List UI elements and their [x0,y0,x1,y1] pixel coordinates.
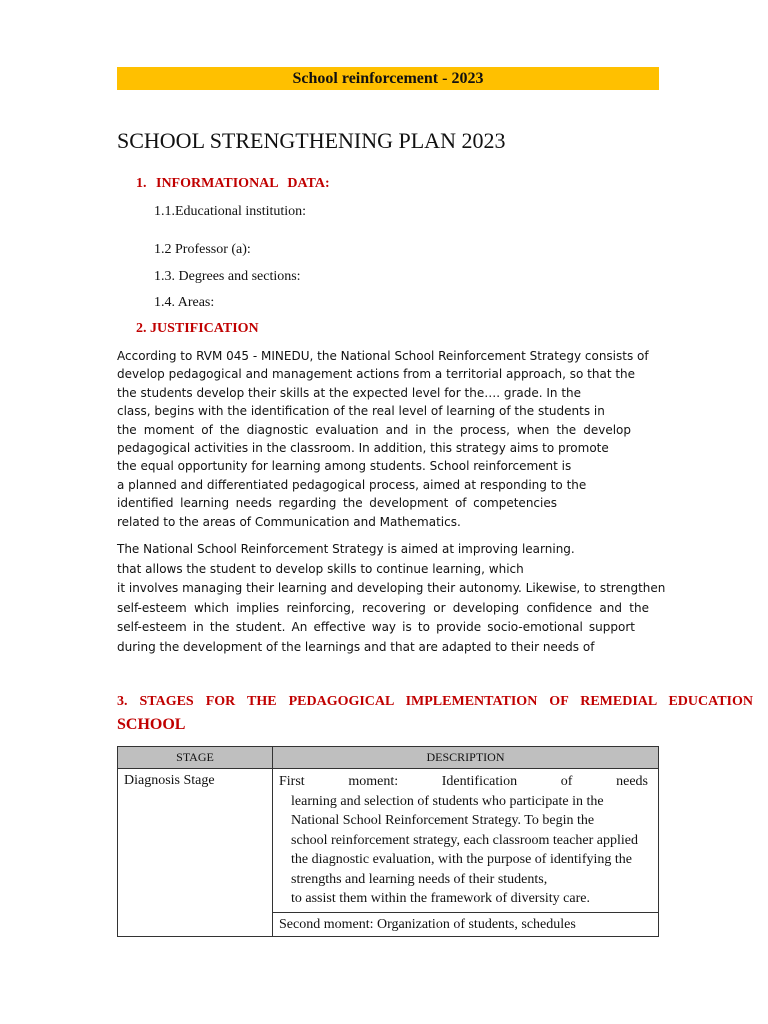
paragraph-line: it involves managing their learning and developing their autonomy. Likewise, to strengthen [117,581,666,595]
paragraph-line: According to RVM 045 - MINEDU, the National School Reinforcement Strategy consists of [117,349,649,363]
table-row [118,769,659,913]
paragraph-line: class, begins with the identification of the real level of learning of the students in [117,404,605,419]
description-cell [273,769,659,913]
page-title: SCHOOL STRENGTHENING PLAN 2023 [117,128,506,153]
paragraph-line: self-esteem which implies reinforcing, recovering or developing confidence and the [117,600,649,615]
description-cell: Second moment: Organization of students, schedules [273,912,659,936]
table-header-row [118,747,659,769]
section-heading-stages-continued: SCHOOL [117,716,186,733]
paragraph-line: the moment of the diagnostic evaluation and in the process, when the develop [117,422,631,437]
description-line: the diagnostic evaluation, with the purpose of identifying the [291,852,632,867]
section-heading-justification: 2. JUSTIFICATION [136,321,259,336]
paragraph-line: the students develop their skills at the expected level for the…. grade. In the [117,385,582,400]
stages-table [117,746,659,937]
field-educational-institution: 1.1.Educational institution: [154,204,307,219]
justification-paragraph-1 [117,347,669,531]
description-line: school reinforcement strategy, each classroom teacher applied [291,832,638,848]
field-professor: 1.2 Professor (a): [154,242,251,257]
description-line: strengths and learning needs of their students, [291,871,548,887]
description-line: National School Reinforcement Strategy. To begin the [291,813,595,828]
paragraph-line: during the development of the learnings and that are adapted to their needs of [117,639,595,654]
column-header-description: DESCRIPTION [273,747,659,769]
field-areas: 1.4. Areas: [154,295,215,310]
section-heading-informational-data: 1. INFORMATIONAL DATA: [136,176,330,191]
stage-cell: Diagnosis Stage [118,769,273,937]
paragraph-line: pedagogical activities in the classroom. In addition, this strategy aims to promote [117,441,609,456]
description-line: learning and selection of students who participate in the [291,793,604,809]
paragraph-line: that allows the student to develop skills to continue learning, which [117,561,524,576]
header-banner: School reinforcement - 2023 [117,67,659,90]
paragraph-line: identified learning needs regarding the development of competencies [117,496,557,511]
paragraph-line: a planned and differentiated pedagogical process, aimed at responding to the [117,477,587,492]
field-degrees-sections: 1.3. Degrees and sections: [154,269,301,284]
paragraph-line: the equal opportunity for learning among students. School reinforcement is [117,459,572,474]
paragraph-line: related to the areas of Communication and Mathematics. [117,514,461,529]
section-heading-stages: 3. STAGES FOR THE PEDAGOGICAL IMPLEMENTATION OF REMEDIAL EDUCATION [117,694,753,709]
column-header-stage: STAGE [118,747,273,769]
description-line: First moment: Identification of needs [279,774,648,789]
paragraph-line: self-esteem in the student. An effective way is to provide socio-emotional support [117,620,635,634]
description-line: to assist them within the framework of diversity care. [291,891,590,906]
paragraph-line: The National School Reinforcement Strategy is aimed at improving learning. [117,542,575,556]
paragraph-line: develop pedagogical and management actions from a territorial approach, so that the [117,367,636,382]
justification-paragraph-2 [117,540,666,657]
